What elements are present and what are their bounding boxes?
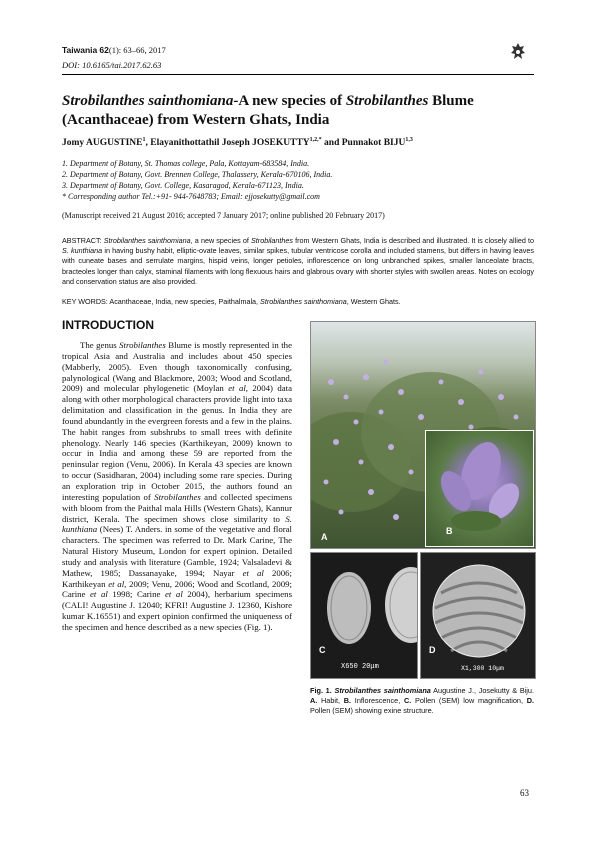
title-genus: Strobilanthes [345,93,429,109]
corresponding-author: * Corresponding author Tel.:+91- 944-7648783; Email: ejjosekutty@gmail.com [62,192,320,201]
paper-title [62,92,534,130]
intro-text-b: Blume is mostly represented in the tropical Asia and Australia and includes about 450 species (Mabberly, 2005). Even though taxonomically confusing, palynological (Wang and Blackmore, 2003; Wood and Scotland, 2009) and molecular phylogenetic (Moylan [62,340,292,394]
page-number: 63 [520,788,529,798]
journal-name: Taiwania [62,45,98,55]
intro-text-i: 2004), herbarium specimens (CALI! Augustine J. 12040; KFRI! Augustine J. 12360, Kishore kumar K.16551) and expert opinion confirmed the uniqueness of the specimen and hence described as a new species (Fig. 1). [62,589,292,632]
intro-etal-4: et al [90,589,108,600]
caption-d: D. [526,696,534,705]
caption-c: C. [403,696,412,705]
intro-text-d: and collected specimens with bloom from the Paithal mala Hills (Western Ghats), Kannur district, Kerala. The specimen shows close similarity to [62,491,292,524]
caption-text-1: Augustine J., Josekutty & Biju. [430,686,535,695]
caption-a: A. [310,696,318,705]
panel-label-b: B [446,526,453,536]
author-3: and Punnakot BIJU [321,138,406,149]
keywords-text-1: Acanthaceae, India, new species, Paithalmala, [109,297,261,306]
intro-text-f: 2006; Karthikeyan [62,567,292,589]
author-1-sup: 1 [142,137,146,143]
abstract-species-1: Strobilanthes sainthomiana [103,236,191,245]
scale-bar-c: X650 20μm [341,663,379,671]
affiliation-2: 2. Department of Botany, Govt. Brennen College, Thalassery, Kerala-670106, India. [62,170,333,179]
caption-text-2: Habit, [317,696,344,705]
panel-label-c: C [319,645,326,655]
author-1: Jomy AUGUSTINE [62,138,143,149]
journal-volume: 62 [99,45,109,55]
header-rule [62,74,534,75]
intro-genus-2: Strobilanthes [154,491,201,502]
intro-genus: Strobilanthes [119,340,166,350]
affiliations [62,158,332,202]
journal-logo-icon [510,42,526,62]
author-2-sup: 1,2,* [309,137,322,143]
intro-etal-2: et al [242,567,264,578]
abstract-label: ABSTRACT: [62,236,104,245]
intro-text-c: , 2004) data along with other morphological characters provide light into taxa delimitation and classification in the genus. In India they are found abundantly in the evergreen forests and a few in the plains. The habit ranges from subshrubs to small trees with definite phenology. Nearly 146 species (Karthikeyan, 2009) known to occur in India and among these 59 are reported from the peninsular region (Venu, 2006). In Kerala 43 species are known to occur (Sasidharan, 2004) including some rare species. During an exploration trip in October 2015, the authors found an interesting population of [62,383,292,502]
affiliation-3: 3. Department of Botany, Govt. College, Kasaragod, Kerala-671123, India. [62,181,304,190]
introduction-paragraph [62,340,292,633]
keywords [62,297,534,306]
author-2: , Elayanithottathil Joseph JOSEKUTTY [145,138,310,149]
keywords-text-2: , Western Ghats. [346,297,401,306]
intro-species: S. kunthiana [62,513,292,535]
scale-bar-d: X1,300 10μm [461,665,504,672]
title-rest: Blume (Acanthaceae) from Western Ghats, India [62,93,474,128]
intro-etal-3: et al [108,578,125,589]
intro-etal-5: et al [165,589,183,600]
figure-pollen-sem-exine [420,552,536,679]
abstract [62,236,534,287]
intro-text-h: 1998; Carine [107,589,165,600]
keywords-species: Strobilanthes sainthomiana [260,297,347,306]
keywords-label: KEY WORDS: [62,297,110,306]
abstract-text-3: in having bushy habit, elliptic-ovate leaves, similar spikes, tubular ventricose corolla and included stamens, but differs in having leaves with cuneate bases and serrulate margins, hispid veins, longer petioles, inflorescence on long unbranched spikes, smaller lanceolate bracts, bracteoles longer than calyx, staminal filaments with long flexuous hairs and glabrous ovary with shorter styles with swollen areas. Notes on ecology and conservation status are also provided. [62,246,534,286]
panel-label-d: D [429,645,436,655]
intro-text-g: , 2009; Venu, 2006; Wood and Scotland, 2009; Carine [62,578,292,600]
inflorescence-illustration [426,431,533,546]
caption-species: Strobilanthes sainthomiana [334,686,431,695]
figure-pollen-sem-low [310,552,418,679]
abstract-text-2: from Western Ghats, India is described and illustrated. It is closely allied to [292,236,535,245]
journal-citation [62,45,166,55]
authors [62,137,413,148]
intro-text-e: (Nees) T. Anders. in some of the vegetative and floral characters. The specimen was referred to Dr. Mark Carine, The Natural History Museum, London for expert opinion. Detailed study and analysis with literature (Gamble, 1924; Valsaladevi & Mathew, 1985; Dassanayake, 1994; Nayar [62,524,292,578]
title-mid: -A new species of [233,93,346,109]
caption-b: B. [343,696,352,705]
section-heading-introduction: INTRODUCTION [62,318,154,332]
journal-issue-pages: (1): 63–66, 2017 [108,45,166,55]
caption-text-3: Inflorescence, [351,696,404,705]
abstract-text-1: , a new species of [190,236,252,245]
doi: DOI: 10.6165/tai.2017.62.63 [62,60,162,70]
intro-etal: et al [228,383,246,394]
title-species: Strobilanthes sainthomiana [62,93,234,109]
abstract-genus: Strobilanthes [251,236,293,245]
pollen-sem-exine-illustration [421,553,535,678]
figure-caption [310,686,534,716]
introduction-body [62,340,292,633]
caption-label: Fig. 1. [310,686,335,695]
panel-label-a: A [321,532,328,542]
affiliation-1: 1. Department of Botany, St. Thomas college, Pala, Kottayam-683584, India. [62,159,310,168]
caption-text-4: Pollen (SEM) low magnification, [411,696,527,705]
caption-text-5: Pollen (SEM) showing exine structure. [310,706,434,715]
intro-text-a: The genus [80,340,120,350]
manuscript-dates: (Manuscript received 21 August 2016; accepted 7 January 2017; online published 20 February 2017) [62,211,385,220]
figure-inflorescence-photo [425,430,534,547]
pollen-sem-low-illustration [311,553,418,678]
author-3-sup: 1,3 [405,137,413,143]
abstract-species-2: S. kunthiana [62,246,103,256]
